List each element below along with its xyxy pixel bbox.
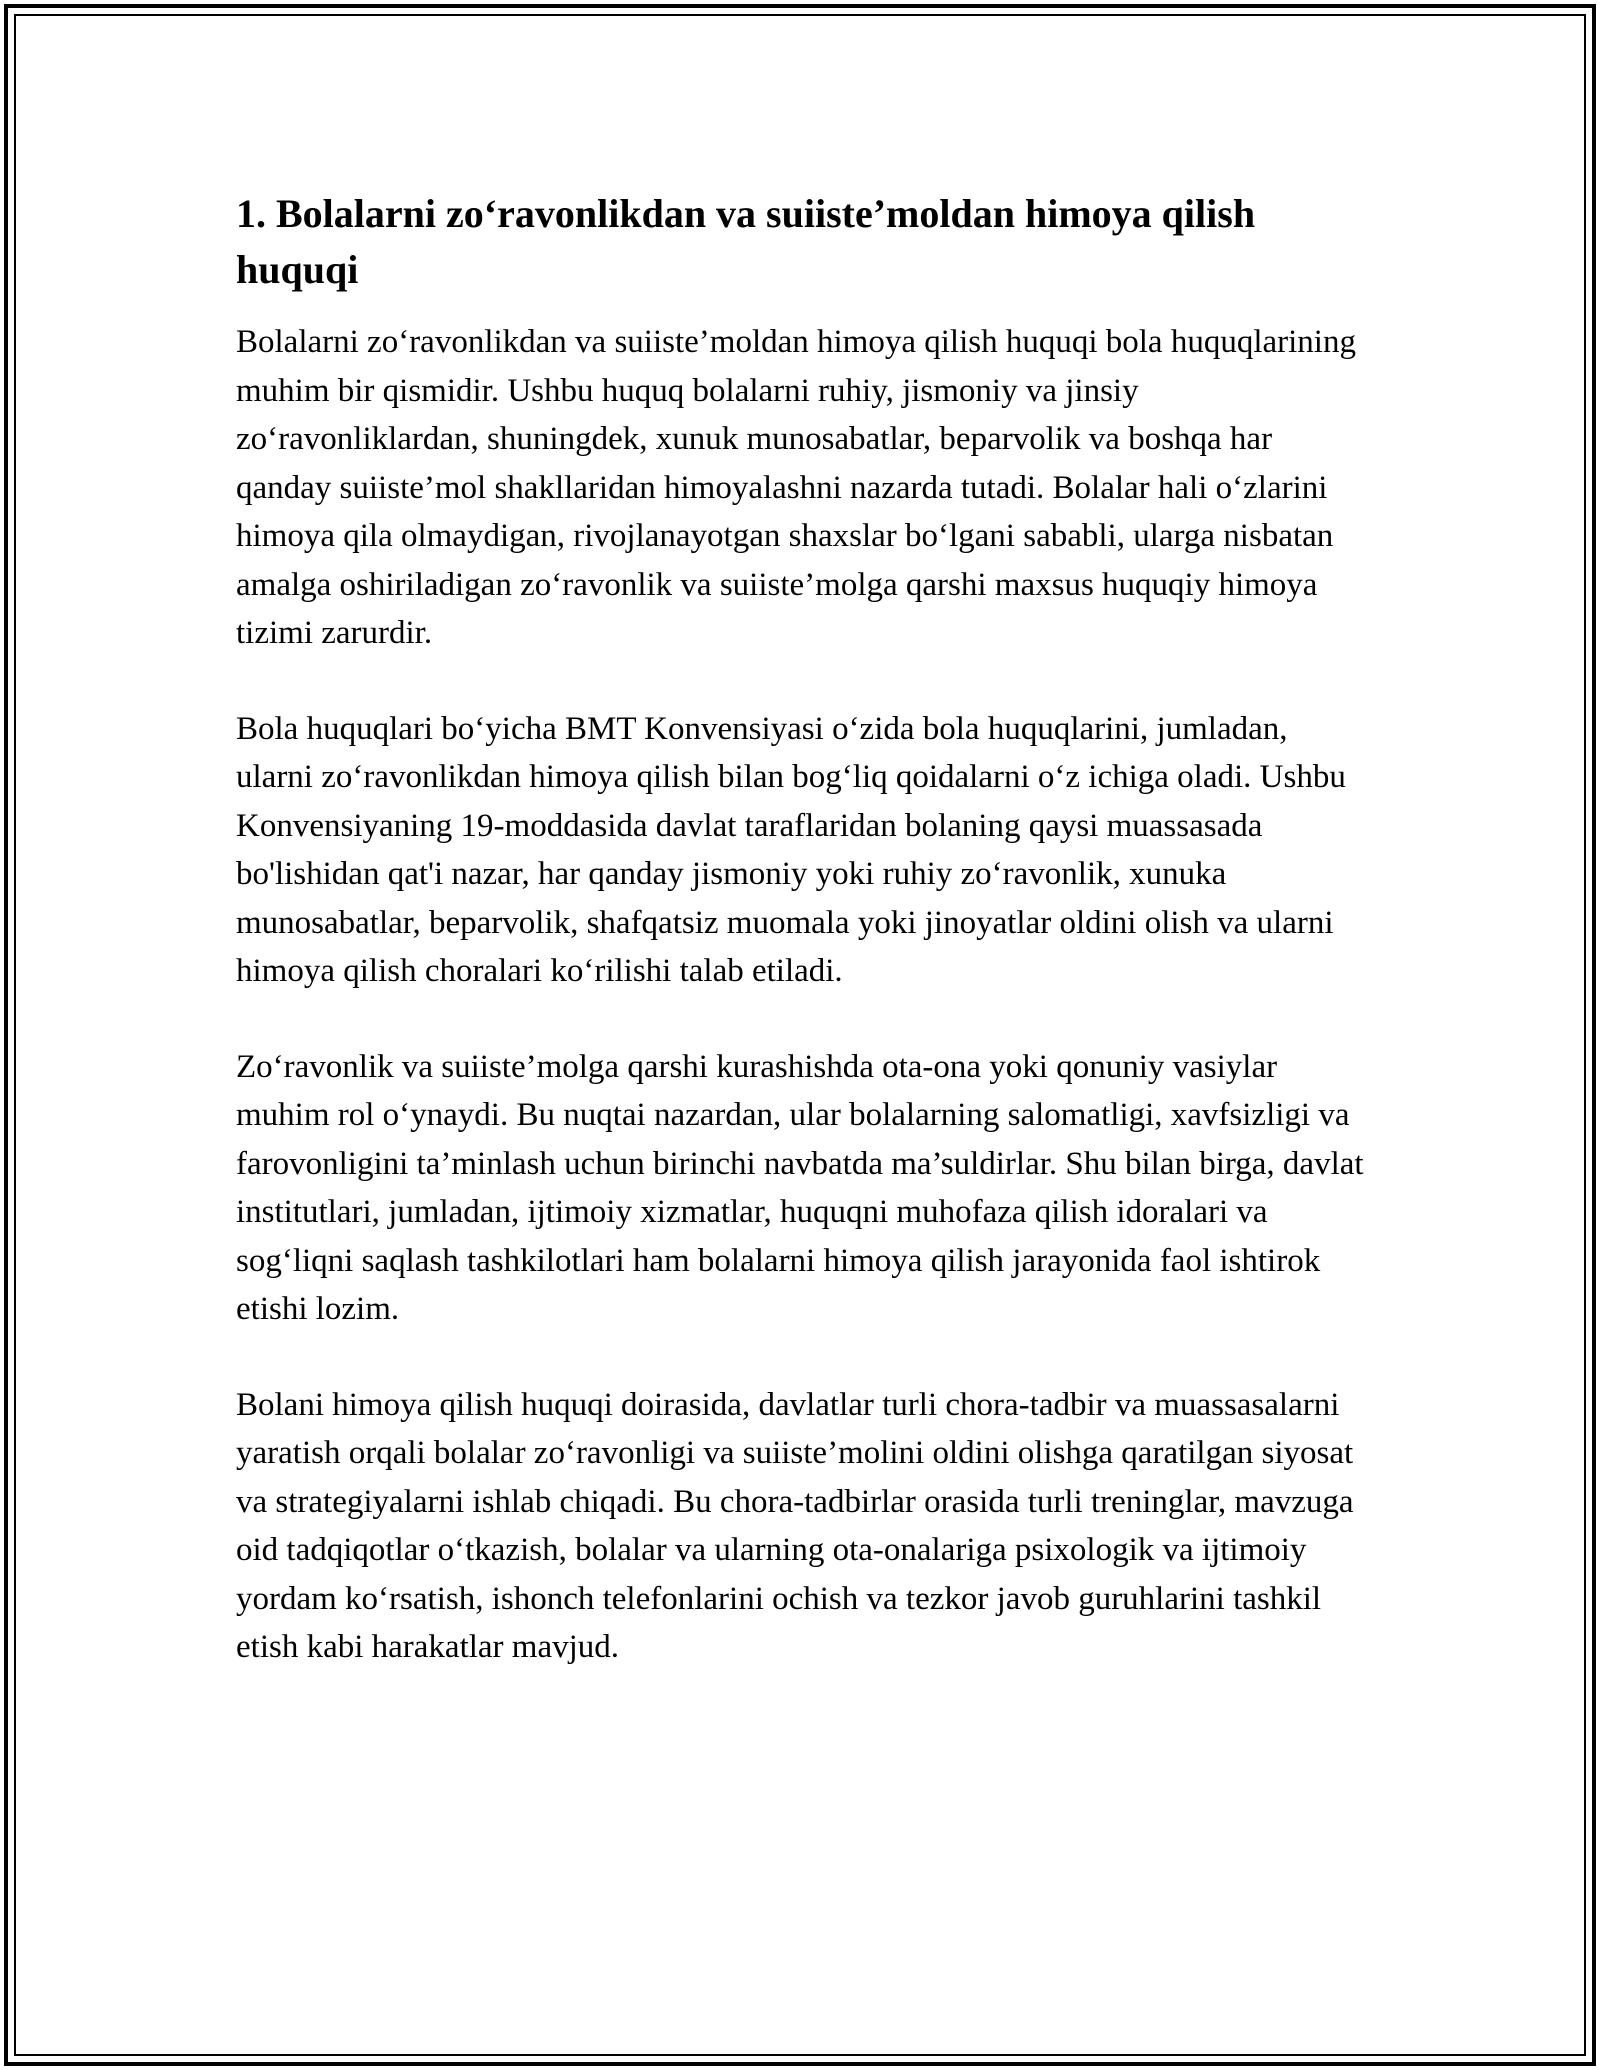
- section-heading: 1. Bolalarni zo‘ravonlikdan va suiiste’moldan himoya qilish huquqi: [236, 191, 1256, 292]
- paragraph-4: Bolani himoya qilish huquqi doirasida, davlatlar turli chora-tadbir va muassasalarni yaratish orqali bolalar zo‘ravonligi va suiiste’molini oldini olishga qaratilgan siyosat va strategiyalarni ishlab chiqadi. Bu chora-tadbirlar orasida turli treninglar, mavzuga oid tadqiqotlar o‘tkazish, bolalar va ularning ota-onalariga psixologik va ijtimoiy yordam ko‘rsatish, ishonch telefonlarini ochish va tezkor javob guruhlarini tashkil etish kabi harakatlar mavjud.: [236, 1386, 1354, 1665]
- paragraph-2: Bola huquqlari bo‘yicha BMT Konvensiyasi o‘zida bola huquqlarini, jumladan, ularni zo‘ravonlikdan himoya qilish bilan bog‘liq qoidalarni o‘z ichiga oladi. Ushbu Konvensiyaning 19-moddasida davlat taraflaridan bolaning qaysi muassasada bo'lishidan qat'i nazar, har qanday jismoniy yoki ruhiy zo‘ravonlik, xunuka munosabatlar, beparvolik, shafqatsiz muomala yoki jinoyatlar oldini olish va ularni himoya qilish choralari ko‘rilishi talab etiladi.: [236, 710, 1346, 989]
- paragraph-3: Zo‘ravonlik va suiiste’molga qarshi kurashishda ota-ona yoki qonuniy vasiylar muhim rol o‘ynaydi. Bu nuqtai nazardan, ular bolalarning salomatligi, xavfsizligi va farovonligini ta’minlash uchun birinchi navbatda ma’suldirlar. Shu bilan birga, davlat institutlari, jumladan, ijtimoiy xizmatlar, huquqni muhofaza qilish idoralari va sog‘liqni saqlash tashkilotlari ham bolalarni himoya qilish jarayonida faol ishtirok etishi lozim.: [236, 1048, 1364, 1327]
- document-body: [236, 186, 1366, 1719]
- paragraph-1: Bolalarni zo‘ravonlikdan va suiiste’moldan himoya qilish huquqi bola huquqlarining muhim bir qismidir. Ushbu huquq bolalarni ruhiy, jismoniy va jinsiy zo‘ravonliklardan, shuningdek, xunuk munosabatlar, beparvolik va boshqa har qanday suiiste’mol shakllaridan himoyalashni nazarda tutadi. Bolalar hali o‘zlarini himoya qila olmaydigan, rivojlanayotgan shaxslar bo‘lgani sababli, ularga nisbatan amalga oshiriladigan zo‘ravonlik va suiiste’molga qarshi maxsus huquqiy himoya tizimi zarurdir.: [236, 324, 1356, 651]
